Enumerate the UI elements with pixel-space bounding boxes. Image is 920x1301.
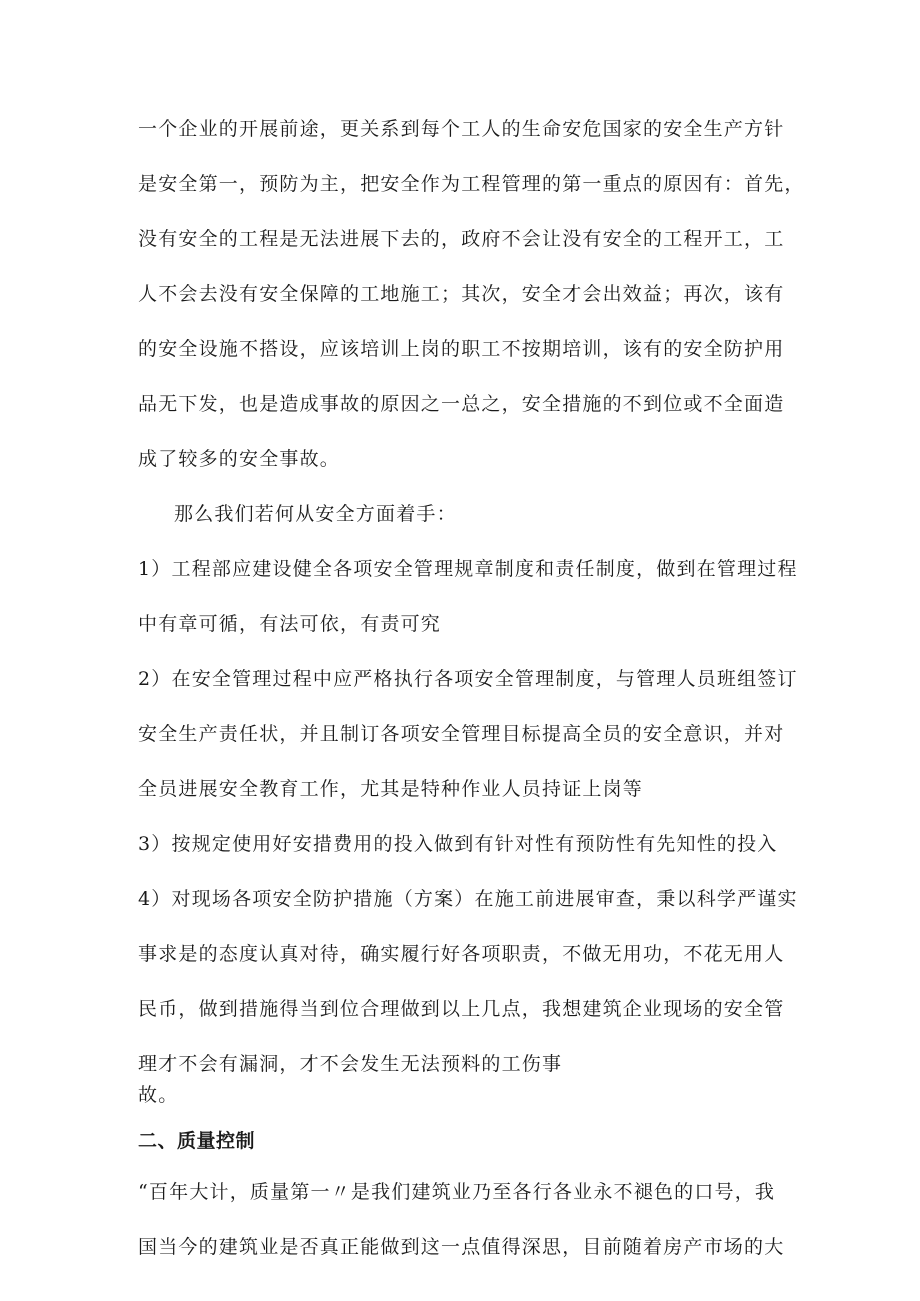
list-item-4-line: 理才不会有漏洞，才不会发生无法预料的工伤事 bbox=[138, 1053, 563, 1075]
paragraph-line: 成了较多的安全事故。 bbox=[138, 448, 341, 470]
paragraph-line: 的安全设施不搭设，应该培训上岗的职工不按期培训，该有的安全防护用 bbox=[138, 338, 785, 360]
quality-paragraph-line: 国当今的建筑业是否真正能做到这一点值得深思，目前随着房产市场的大 bbox=[138, 1236, 785, 1258]
paragraph-line: 品无下发，也是造成事故的原因之一总之，安全措施的不到位或不全面造 bbox=[138, 393, 785, 415]
list-item-2-line: 安全生产责任状，并且制订各项安全管理目标提高全员的安全意识，并对 bbox=[138, 723, 785, 745]
list-item-1-line: 1）工程部应建设健全各项安全管理规章制度和责任制度，做到在管理过程 bbox=[138, 558, 798, 580]
list-item-4-line: 故。 bbox=[138, 1084, 179, 1106]
list-item-4-line: 4）对现场各项安全防护措施（方案）在施工前进展审查，秉以科学严谨实 bbox=[138, 888, 798, 910]
list-item-4-line: 民币，做到措施得当到位合理做到以上几点，我想建筑企业现场的安全管 bbox=[138, 998, 785, 1020]
list-item-1-line: 中有章可循，有法可依，有责可究 bbox=[138, 613, 442, 635]
list-item-3-line: 3）按规定使用好安措费用的投入做到有针对性有预防性有先知性的投入 bbox=[138, 833, 778, 855]
list-item-2-line: 全员进展安全教育工作，尤其是特种作业人员持证上岗等 bbox=[138, 778, 644, 800]
list-item-2-line: 2）在安全管理过程中应严格执行各项安全管理制度，与管理人员班组签订 bbox=[138, 668, 798, 690]
paragraph-line: 一个企业的开展前途，更关系到每个工人的生命安危国家的安全生产方针 bbox=[138, 118, 785, 140]
paragraph-line: 人不会去没有安全保障的工地施工；其次，安全才会出效益；再次，该有 bbox=[138, 283, 785, 305]
list-item-4-line: 事求是的态度认真对待，确实履行好各项职责，不做无用功，不花无用人 bbox=[138, 943, 785, 965]
quality-paragraph-line: “百年大计，质量第一〃是我们建筑业乃至各行各业永不褪色的口号，我 bbox=[138, 1181, 776, 1203]
paragraph-line: 没有安全的工程是无法进展下去的，政府不会让没有安全的工程开工，工 bbox=[138, 228, 785, 250]
paragraph-line: 是安全第一，预防为主，把安全作为工程管理的第一重点的原因有：首先， bbox=[138, 173, 805, 195]
intro-question: 那么我们若何从安全方面着手： bbox=[174, 503, 457, 525]
section-heading: 二、质量控制 bbox=[138, 1130, 256, 1152]
